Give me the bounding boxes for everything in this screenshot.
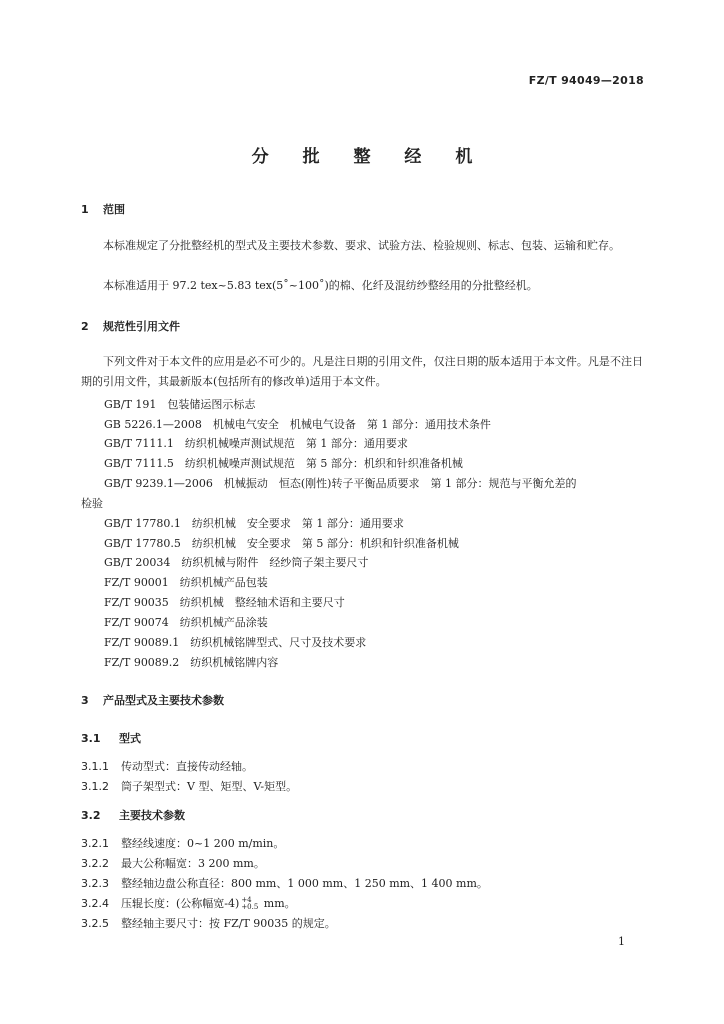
reference-item: GB/T 7111.1 纺织机械噪声测试规范 第 1 部分：通用要求 — [104, 437, 408, 450]
clause-number: 3.2.2 — [81, 857, 109, 870]
reference-item: FZ/T 90035 纺织机械 整经轴术语和主要尺寸 — [104, 596, 345, 609]
reference-item: GB 5226.1—2008 机械电气安全 机械电气设备 第 1 部分：通用技术条件 — [104, 418, 491, 431]
subsection-title: 型式 — [119, 732, 141, 745]
section-title: 产品型式及主要技术参数 — [103, 694, 224, 707]
reference-item: FZ/T 90089.2 纺织机械铭牌内容 — [104, 656, 279, 669]
page-number: 1 — [618, 935, 625, 948]
reference-item-continuation: 检验 — [81, 497, 103, 510]
clause-text: 整经线速度：0~1 200 m/min。 — [121, 837, 285, 850]
clause-text: 压辊长度：(公称幅宽-4) — [121, 897, 240, 910]
clause-text: 传动型式：直接传动经轴。 — [121, 760, 253, 773]
clause-3-2-2 — [81, 855, 265, 871]
clause-text: 筒子架型式：V 型、矩型、V-矩型。 — [121, 780, 298, 793]
clause-3-2-3 — [81, 875, 488, 891]
section-title: 范围 — [103, 203, 125, 216]
reference-item: FZ/T 90089.1 纺织机械铭牌型式、尺寸及技术要求 — [104, 636, 367, 649]
subsection-title: 主要技术参数 — [119, 809, 185, 822]
clause-number: 3.2.3 — [81, 877, 109, 890]
reference-item: GB/T 17780.5 纺织机械 安全要求 第 5 部分：机织和针织准备机械 — [104, 537, 459, 550]
section-number: 2 — [81, 320, 89, 333]
subsection-number: 3.1 — [81, 732, 101, 745]
reference-item: GB/T 191 包装储运图示标志 — [104, 398, 256, 411]
section-heading-3 — [81, 692, 224, 708]
section-heading-1 — [81, 201, 125, 217]
clause-3-2-4 — [81, 895, 296, 911]
subsection-number: 3.2 — [81, 809, 101, 822]
clause-text: 最大公称幅宽：3 200 mm。 — [121, 857, 265, 870]
scope-paragraph-1: 本标准规定了分批整经机的型式及主要技术参数、要求、试验方法、检验规则、标志、包装、运输和贮存。 — [103, 239, 620, 252]
clause-number: 3.1.2 — [81, 780, 109, 793]
clause-text: 整经轴主要尺寸：按 FZ/T 90035 的规定。 — [121, 917, 336, 930]
scope-paragraph-2: 本标准适用于 97.2 tex~5.83 tex(5˚~100˚)的棉、化纤及混纺纱整经用的分批整经机。 — [103, 279, 538, 292]
clause-3-1-2 — [81, 778, 297, 794]
reference-item: GB/T 17780.1 纺织机械 安全要求 第 1 部分：通用要求 — [104, 517, 404, 530]
reference-item: FZ/T 90074 纺织机械产品涂装 — [104, 616, 268, 629]
standard-code: FZ/T 94049—2018 — [528, 74, 644, 87]
clause-number: 3.2.4 — [81, 897, 109, 910]
clause-3-2-1 — [81, 835, 284, 851]
subsection-heading-3-2 — [81, 807, 185, 823]
reference-item: GB/T 9239.1—2006 机械振动 恒态(刚性)转子平衡品质要求 第 1 部分：规范与平衡允差的 — [104, 477, 577, 490]
subsection-heading-3-1 — [81, 730, 141, 746]
clause-number: 3.2.5 — [81, 917, 109, 930]
clause-text-end: mm。 — [260, 897, 296, 910]
clause-number: 3.2.1 — [81, 837, 109, 850]
page-title: 分 批 整 经 机 — [251, 147, 487, 167]
section-number: 3 — [81, 694, 89, 707]
reference-item: GB/T 20034 纺织机械与附件 经纱筒子架主要尺寸 — [104, 556, 369, 569]
clause-text: 整经轴边盘公称直径：800 mm、1 000 mm、1 250 mm、1 400 mm。 — [121, 877, 488, 890]
section-title: 规范性引用文件 — [103, 320, 180, 333]
tolerance-lower: +0.5 — [241, 903, 259, 911]
tolerance-upper: +4 — [241, 896, 252, 904]
references-intro: 下列文件对于本文件的应用是必不可少的。凡是注日期的引用文件，仅注日期的版本适用于本文件。凡是不注日期的引用文件，其最新版本(包括所有的修改单)适用于本文件。 — [81, 355, 643, 388]
clause-3-1-1 — [81, 758, 253, 774]
section-number: 1 — [81, 203, 89, 216]
clause-3-2-5 — [81, 915, 336, 931]
tolerance — [241, 897, 258, 911]
reference-item: GB/T 7111.5 纺织机械噪声测试规范 第 5 部分：机织和针织准备机械 — [104, 457, 463, 470]
clause-number: 3.1.1 — [81, 760, 109, 773]
section-heading-2 — [81, 318, 180, 334]
reference-item: FZ/T 90001 纺织机械产品包装 — [104, 576, 268, 589]
